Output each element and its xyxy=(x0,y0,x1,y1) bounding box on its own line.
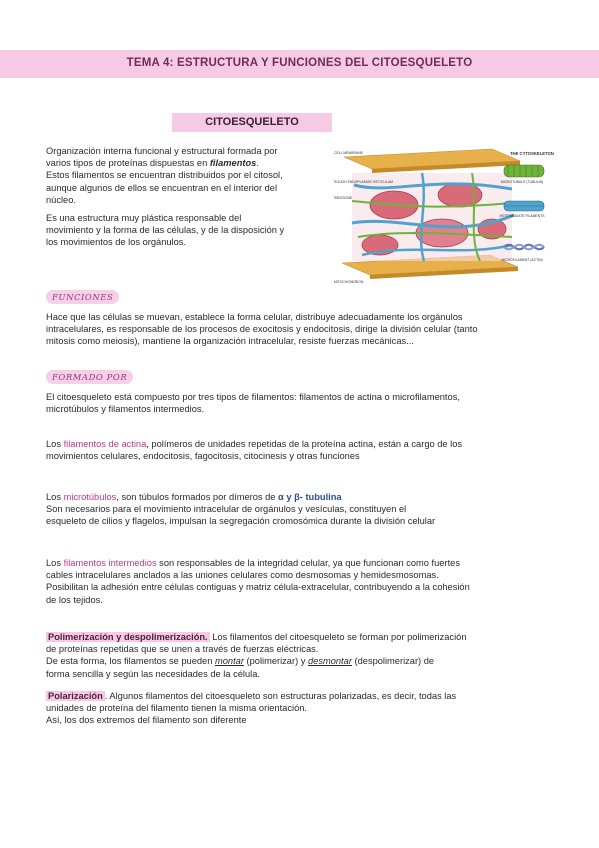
polimerizacion-line: de proteínas repetidas que se unen a través de fuerzas eléctricas. xyxy=(46,644,319,655)
actina-line: movimientos celulares, endocitosis, fagocitosis, citocinesis y otras funciones xyxy=(46,451,360,462)
intro-line: Estos filamentos se encuentran distribuidos por el citosol, xyxy=(46,170,283,181)
funciones-paragraph xyxy=(46,311,576,348)
cytoskeleton-illustration xyxy=(332,145,562,288)
rough-er-label: ROUGH ENDOPLASMIC RETICULUM xyxy=(334,180,393,184)
cytoskeleton-label: THE CYTOSKELETON xyxy=(510,151,554,156)
montar-term: montar xyxy=(214,656,244,667)
formado-paragraph xyxy=(46,391,576,415)
funciones-heading: FUNCIONES xyxy=(46,290,119,304)
mitochondrion xyxy=(438,183,482,207)
mitochondrion-label: MITOCHONDRION xyxy=(334,280,364,284)
filamentos-term: filamentos xyxy=(209,158,257,169)
intro-paragraph xyxy=(46,145,326,249)
cell-membrane-label: CELL MEMBRANE xyxy=(334,151,363,155)
polarizacion-line: unidades de proteína del filamento tienen la misma orientación. xyxy=(46,703,307,714)
intermediate-label: INTERMEDIATE FILAMENTS xyxy=(499,214,545,218)
actina-term: filamentos de actina xyxy=(63,439,147,449)
title-band xyxy=(0,50,599,78)
polarizacion-paragraph: Polarización . Algunos filamentos del citoesqueleto son estructuras polarizadas, es decir, todas las unidades de proteína del filamento tienen la misma orientación. Así, los dos extremos del filamento son diferente xyxy=(46,690,576,727)
intermedios-paragraph: Los filamentos intermedios son responsables de la integridad celular, ya que funcionan como fuertes cables intracelulares anclados a las uniones celulares como desmosomas y hemidesmosomas. Posibilitan la adhesión entre células contiguas y matriz célula-extracelular, contribuyendo a la cohesión de los tejidos. xyxy=(46,557,576,606)
formado-por-heading: FORMADO POR xyxy=(46,370,133,384)
formado-line: El citoesqueleto está compuesto por tres tipos de filamentos: filamentos de actina o microfilamentos, xyxy=(46,392,460,402)
polimerizacion-term: Polimerización y despolimerización. xyxy=(48,632,208,642)
actina-paragraph: Los filamentos de actina, polímeros de unidades repetidas de la proteína actina, están a cargo de los movimientos celulares, endocitosis, fagocitosis, citocinesis y otras funciones xyxy=(46,438,576,462)
desmontar-term: desmontar xyxy=(307,656,352,667)
tubulina-term: α y β- tubulina xyxy=(278,492,342,502)
intro-line: Organización interna funcional y estructural formada por xyxy=(46,146,278,156)
ribosome-label: RIBOSOME xyxy=(334,196,353,200)
funciones-line: intracelulares, es responsable de los procesos de exocitosis y endocitosis, dirige la división celular (tanto xyxy=(46,324,478,335)
document-title: TEMA 4: ESTRUCTURA Y FUNCIONES DEL CITOESQUELETO xyxy=(126,57,473,69)
polarizacion-line: Así, los dos extremos del filamento son diferente xyxy=(46,715,247,726)
microfilament-label: MICROFILAMENT (ACTIN) xyxy=(501,258,543,262)
intermedios-line: de los tejidos. xyxy=(46,594,103,605)
intro-line: varios tipos de proteínas dispuestas en filamentos. xyxy=(46,158,259,169)
polimerizacion-paragraph: Polimerización y despolimerización. Los filamentos del citoesqueleto se forman por polimerización de proteínas repetidas que se unen a través de fuerzas eléctricas. De esta forma, los filamentos se pueden montar (polimerizar) y desmontar (despolimerizar) de forma sencilla y según las necesidades de la célula. xyxy=(46,631,576,680)
polimerizacion-line: forma sencilla y según las necesidades de la célula. xyxy=(46,668,260,679)
microtubulos-line: esqueleto de cilios y flagelos, impulsan la segregación cromosómica durante la división celular xyxy=(46,516,436,527)
microtubulos-term: microtúbulos xyxy=(63,492,117,502)
funciones-line: Hace que las células se muevan, establece la forma celular, distribuye adecuadamente los orgánulos xyxy=(46,312,463,322)
intermedios-term: filamentos intermedios xyxy=(63,558,157,568)
polarizacion-term: Polarización xyxy=(48,691,103,701)
intro-line: movimiento y la forma de las células, y de la disposición y xyxy=(46,225,285,236)
intermedios-line: Posibilitan la adhesión entre células contiguas y matriz célula-extracelular, contribuyendo a la cohesión xyxy=(46,582,470,593)
microtubule-label: MICROTUBULE (TUBULIN) xyxy=(500,180,544,184)
intro-line: los movimientos de los orgánulos. xyxy=(46,237,187,248)
microtubulos-line: Son necesarios para el movimiento intracelular de orgánulos y vesículas, constituyen el xyxy=(46,504,407,515)
intro-line: Es una estructura muy plástica responsable del xyxy=(46,213,242,224)
formado-line: microtúbulos y filamentos intermedios. xyxy=(46,404,205,415)
intermedios-line: cables intracelulares anclados a las uniones celulares como desmosomas y hemidesmosomas. xyxy=(46,570,439,581)
funciones-line: mitosis como meiosis), mantiene la organización intracelular, resiste fuerzas mecánicas... xyxy=(46,336,414,347)
section-title: CITOESQUELETO xyxy=(172,113,332,132)
intro-line: aunque algunos de ellos se encuentran en el interior del xyxy=(46,182,278,193)
microtubulos-paragraph: Los microtúbulos, son túbulos formados por dímeros de α y β- tubulina Son necesarios para el movimiento intracelular de orgánulos y vesículas, constituyen el esqueleto de cilios y flagelos, impulsan la segregación cromosómica durante la división celular xyxy=(46,491,576,528)
intro-line: núcleo. xyxy=(46,194,76,205)
